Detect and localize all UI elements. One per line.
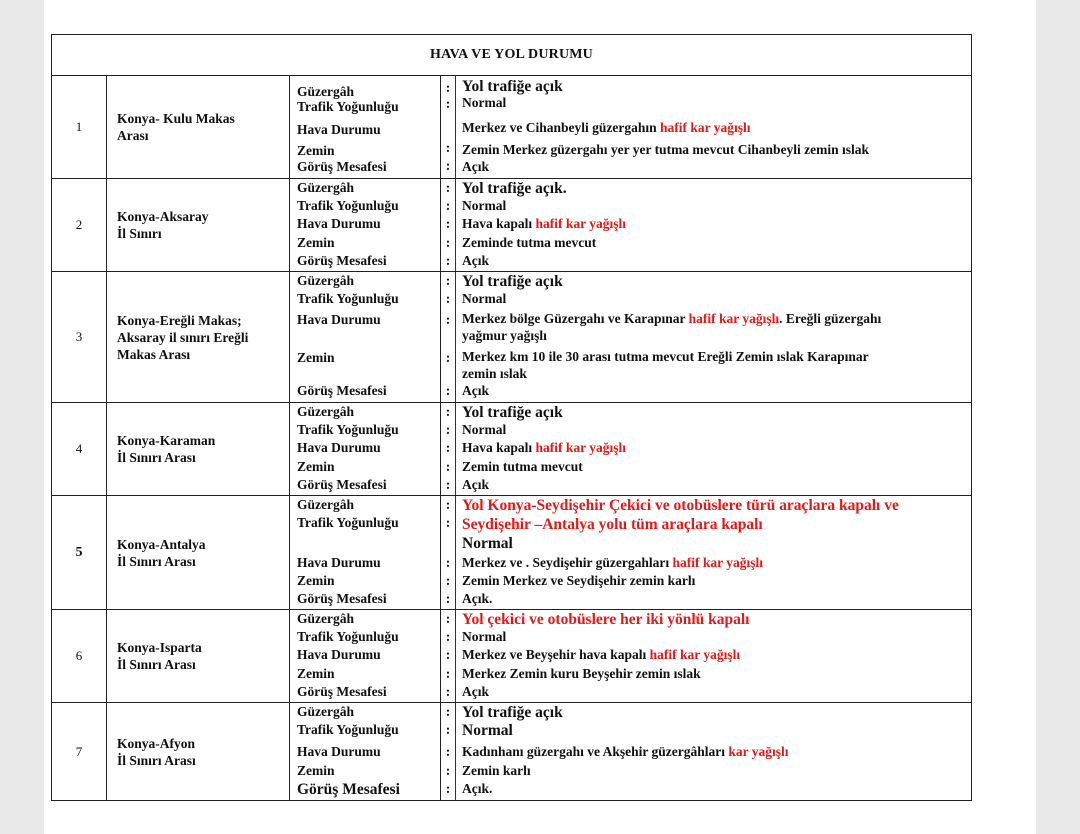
value-zemin: Zeminde tutma mevcut — [462, 234, 597, 250]
value-zemin: Merkez Zemin kuru Beyşehir zemin ıslak — [462, 665, 701, 681]
label-guzergah: Güzergâh — [297, 703, 354, 719]
value-trafik: Normal — [462, 534, 513, 552]
value-guzergah: Yol Konya-Seydişehir Çekici ve otobüslere türü araçlara kapalı ve — [462, 496, 899, 514]
value-hava: Hava kapalı hafif kar yağışlı — [462, 439, 627, 455]
route-name: Konya-Antalya İl Sınırı Arası — [107, 496, 290, 610]
colon-column: : : : : : — [441, 272, 456, 403]
colon-column: : : : : — [441, 76, 456, 179]
value-gorus: Açık. — [462, 780, 493, 796]
value-trafik: Normal — [462, 421, 507, 437]
label-gorus: Görüş Mesafesi — [297, 158, 387, 174]
colon-column: : : : : : — [441, 403, 456, 496]
route-name: Konya-Aksaray İl Sınırı — [107, 179, 290, 272]
value-zemin: Zemin karlı — [462, 762, 531, 778]
value-zemin: Merkez km 10 ile 30 arası tutma mevcut Ereğli Zemin ıslak Karapınar zemin ıslak — [462, 349, 869, 381]
label-gorus: Görüş Mesafesi — [297, 683, 387, 699]
label-zemin: Zemin — [297, 665, 335, 681]
value-zemin: Zemin Merkez ve Seydişehir zemin karlı — [462, 572, 696, 588]
table-row — [52, 703, 972, 801]
label-zemin: Zemin — [297, 572, 335, 588]
colon-column: : : : : : — [441, 703, 456, 801]
label-guzergah: Güzergâh — [297, 273, 354, 288]
label-trafik: Trafik Yoğunluğu — [297, 98, 399, 114]
label-hava: Hava Durumu — [297, 121, 381, 137]
value-trafik: Normal — [462, 721, 513, 739]
field-values — [456, 272, 972, 403]
value-hava: Merkez ve Beyşehir hava kapalı hafif kar yağışlı — [462, 646, 741, 662]
field-values — [456, 703, 972, 801]
route-name: Konya-Karaman İl Sınırı Arası — [107, 403, 290, 496]
value-guzergah: Yol trafiğe açık — [462, 78, 563, 95]
value-guzergah: Yol trafiğe açık — [462, 403, 563, 421]
value-trafik: Normal — [462, 628, 507, 644]
row-number: 3 — [52, 272, 107, 403]
row-number: 1 — [52, 76, 107, 179]
value-gorus: Açık — [462, 476, 489, 492]
colon-column: : : : : : — [441, 179, 456, 272]
value-trafik: Normal — [462, 197, 507, 213]
value-gorus: Açık — [462, 159, 489, 174]
label-hava: Hava Durumu — [297, 743, 381, 759]
table-title-row — [52, 35, 972, 76]
label-trafik: Trafik Yoğunluğu — [297, 628, 399, 644]
label-hava: Hava Durumu — [297, 439, 381, 455]
label-trafik: Trafik Yoğunluğu — [297, 421, 399, 437]
field-labels — [290, 496, 441, 610]
row-number: 5 — [52, 496, 107, 610]
value-guzergah: Yol çekici ve otobüslere her iki yönlü kapalı — [462, 610, 750, 628]
field-values — [456, 496, 972, 610]
value-hava: Hava kapalı hafif kar yağışlı — [462, 215, 627, 231]
field-labels — [290, 179, 441, 272]
field-values — [456, 76, 972, 179]
label-zemin: Zemin — [297, 762, 335, 778]
label-zemin: Zemin — [297, 350, 335, 365]
label-hava: Hava Durumu — [297, 215, 381, 231]
label-gorus: Görüş Mesafesi — [297, 780, 400, 798]
label-guzergah: Güzergâh — [297, 403, 354, 419]
table-row — [52, 76, 972, 179]
row-number: 4 — [52, 403, 107, 496]
value-trafik: Normal — [462, 291, 507, 306]
label-guzergah: Güzergâh — [297, 496, 354, 512]
route-name: Konya-Isparta İl Sınırı Arası — [107, 610, 290, 703]
value-zemin: Zemin tutma mevcut — [462, 458, 583, 474]
field-values — [456, 610, 972, 703]
field-labels — [290, 703, 441, 801]
label-gorus: Görüş Mesafesi — [297, 476, 387, 492]
label-trafik: Trafik Yoğunluğu — [297, 514, 399, 530]
value-hava: Merkez ve . Seydişehir güzergahları hafif kar yağışlı — [462, 554, 763, 570]
value-gorus: Açık — [462, 683, 489, 699]
value-guzergah: Yol trafiğe açık — [462, 273, 563, 290]
value-hava: Kadınhanı güzergahı ve Akşehir güzergâhları kar yağışlı — [462, 743, 789, 759]
field-labels — [290, 403, 441, 496]
label-hava: Hava Durumu — [297, 312, 381, 327]
value-guzergah: Yol trafiğe açık. — [462, 179, 567, 197]
label-trafik: Trafik Yoğunluğu — [297, 197, 399, 213]
label-guzergah: Güzergâh — [297, 179, 354, 195]
value-guzergah: Yol trafiğe açık — [462, 703, 563, 721]
field-labels — [290, 76, 441, 179]
label-gorus: Görüş Mesafesi — [297, 252, 387, 268]
label-gorus: Görüş Mesafesi — [297, 590, 387, 606]
value-hava: Merkez bölge Güzergahı ve Karapınar hafif kar yağışlı. Ereğli güzergahı yağmur yağışlı — [462, 311, 882, 343]
field-values — [456, 403, 972, 496]
label-guzergah: Güzergâh — [297, 610, 354, 626]
value-gorus: Açık — [462, 252, 489, 268]
label-trafik: Trafik Yoğunluğu — [297, 291, 399, 306]
colon-column: : : : : : — [441, 496, 456, 610]
label-gorus: Görüş Mesafesi — [297, 383, 387, 398]
label-hava: Hava Durumu — [297, 554, 381, 570]
page-title: HAVA VE YOL DURUMU — [52, 35, 972, 76]
field-labels — [290, 272, 441, 403]
label-hava: Hava Durumu — [297, 646, 381, 662]
road-weather-table — [51, 34, 972, 801]
value-trafik: Normal — [462, 95, 507, 110]
value-hava: Merkez ve Cihanbeyli güzergahın hafif kar yağışlı — [462, 120, 751, 135]
route-name: Konya-Afyon İl Sınırı Arası — [107, 703, 290, 801]
label-zemin: Zemin — [297, 234, 335, 250]
row-number: 7 — [52, 703, 107, 801]
field-values — [456, 179, 972, 272]
label-zemin: Zemin — [297, 458, 335, 474]
label-guzergah: Güzergâh — [297, 83, 354, 99]
route-name: Konya-Ereğli Makas; Aksaray il sınırı Ereğli Makas Arası — [107, 272, 290, 403]
label-zemin: Zemin — [297, 142, 335, 158]
route-name: Konya- Kulu Makas Arası — [107, 76, 290, 179]
value-gorus: Açık — [462, 383, 489, 398]
table-row — [52, 610, 972, 703]
row-number: 6 — [52, 610, 107, 703]
table-row — [52, 403, 972, 496]
colon-column: : : : : : — [441, 610, 456, 703]
value-zemin: Zemin Merkez güzergahı yer yer tutma mevcut Cihanbeyli zemin ıslak — [462, 142, 870, 157]
label-trafik: Trafik Yoğunluğu — [297, 721, 399, 737]
table-row — [52, 272, 972, 403]
value-gorus: Açık. — [462, 590, 493, 606]
table-row — [52, 496, 972, 610]
row-number: 2 — [52, 179, 107, 272]
value-guzergah-cont: Seydişehir –Antalya yolu tüm araçlara kapalı — [462, 515, 763, 533]
table-row — [52, 179, 972, 272]
field-labels — [290, 610, 441, 703]
